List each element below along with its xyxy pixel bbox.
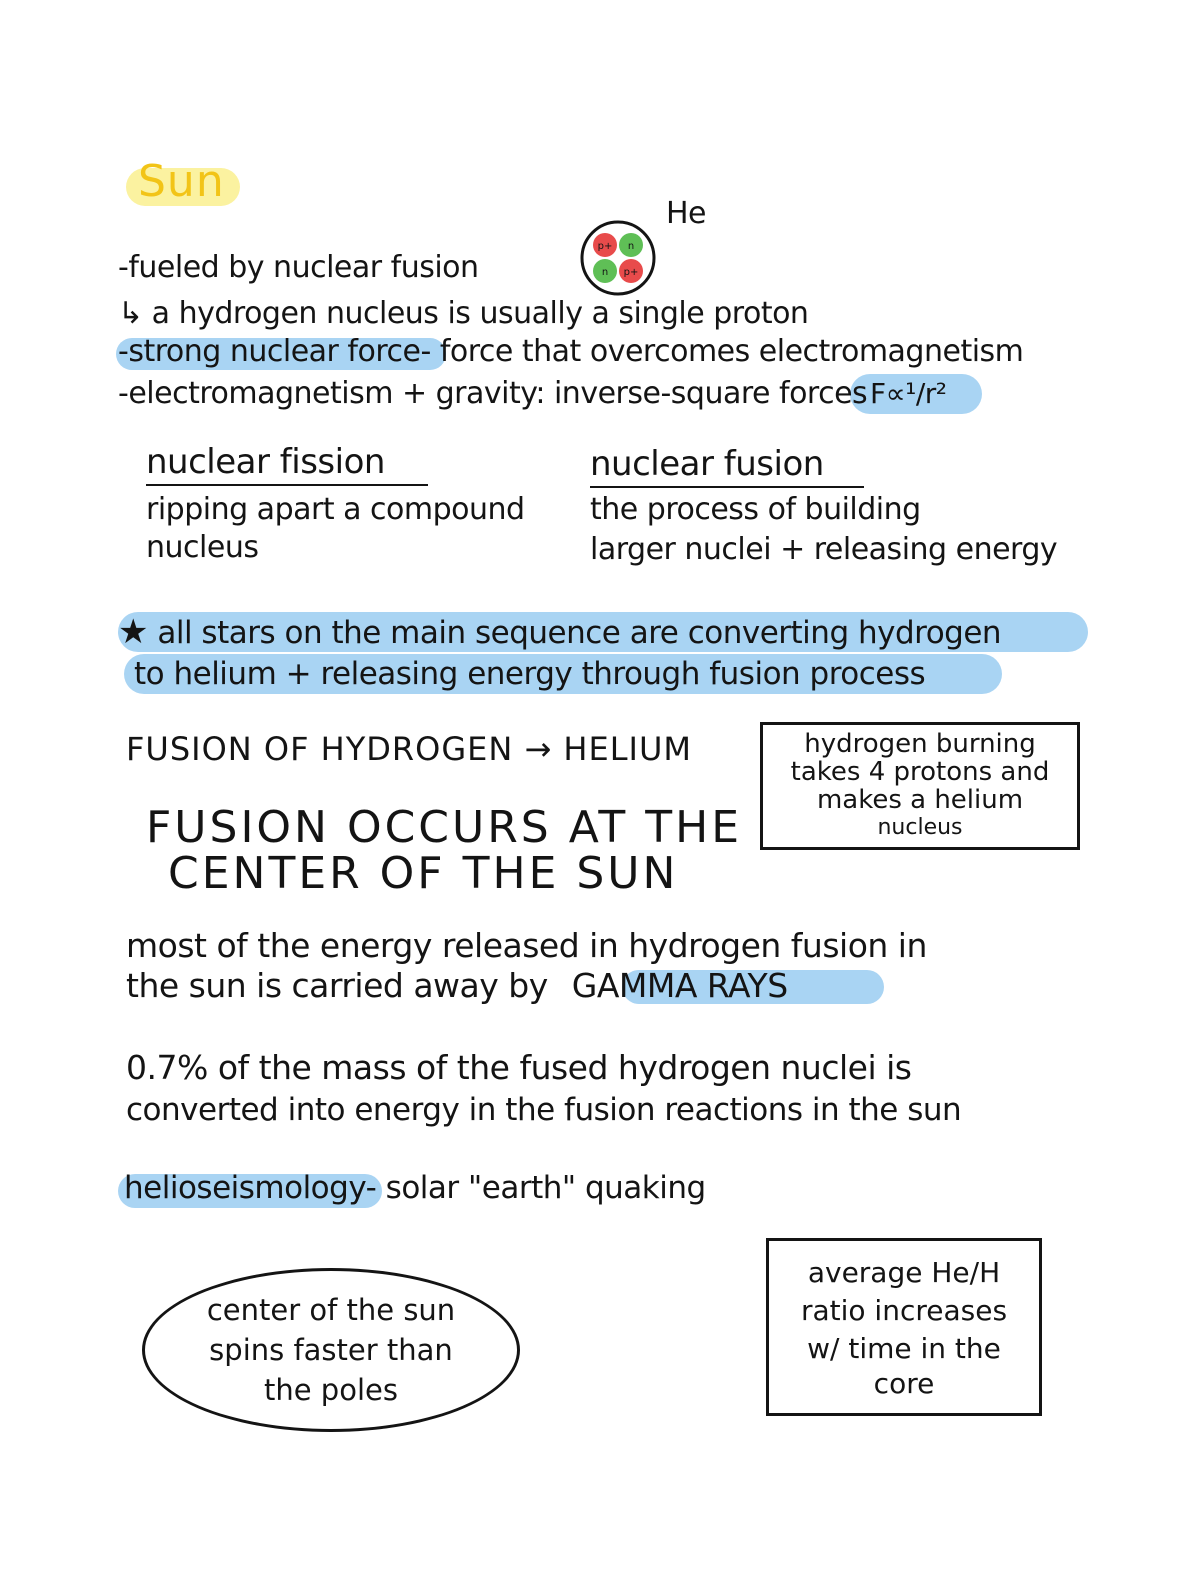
fusion-hydrogen-helium: FUSION OF HYDROGEN → HELIUM [126,730,692,768]
helioseismology-line [124,1168,706,1208]
center-line1: FUSION OCCURS AT THE [146,802,743,853]
note-hydrogen-nucleus: ↳ a hydrogen nucleus is usually a single proton [118,296,809,331]
fission-def-line2: nucleus [146,530,259,565]
atom-label: He [666,196,707,231]
page-title: Sun [138,156,225,207]
oval-line1: center of the sun [206,1293,456,1327]
ratio-line1: average He/H [807,1256,1001,1289]
note-strong-force [118,332,1023,372]
note-inverse-square: -electromagnetism + gravity: inverse-square forces [118,376,868,411]
center-line2: CENTER OF THE SUN [168,848,679,899]
formula: F∝¹/r² [870,377,947,410]
strong-force-term: -strong nuclear force [118,334,421,369]
fusion-heading: nuclear fusion [590,444,864,488]
atom-particle-label: p+ [623,267,639,278]
burning-line4: nucleus [877,815,963,840]
atom-particle-label: p+ [597,241,613,252]
fission-heading: nuclear fission [146,442,428,486]
oval-line3: the poles [264,1373,398,1407]
ratio-line3: w/ time in the [807,1332,1001,1365]
ratio-line4: core [873,1367,935,1400]
ratio-line2: ratio increases [800,1294,1008,1327]
he-h-ratio-box [766,1238,1042,1416]
star-note-text-1: all stars on the main sequence are converting hydrogen [157,615,1002,651]
mass-line2: converted into energy in the fusion reactions in the sun [126,1092,962,1128]
gamma-rays-term: GAMMA RAYS [571,966,788,1005]
gamma-line2 [126,966,788,1006]
fusion-def-line2: larger nuclei + releasing energy [590,532,1058,567]
hydrogen-burning-box [760,722,1080,850]
star-icon: ★ [118,612,148,652]
star-note-line1 [118,612,1001,653]
burning-line1: hydrogen burning [804,729,1036,759]
atom-particle-label: n [627,241,635,252]
strong-force-definition: - force that overcomes electromagnetism [420,334,1024,369]
burning-line3: makes a helium [816,785,1024,815]
atom-particle-label: n [601,267,609,278]
helioseismology-definition: - solar "earth" quaking [365,1170,706,1206]
gamma-line1: most of the energy released in hydrogen fusion in [126,926,927,965]
mass-line1: 0.7% of the mass of the fused hydrogen nuclei is [126,1048,912,1087]
fission-def-line1: ripping apart a compound [146,492,525,527]
gamma-line2-text: the sun is carried away by [126,966,548,1005]
oval-line2: spins faster than [209,1333,453,1367]
star-note-line2: to helium + releasing energy through fusion process [134,656,926,692]
fusion-def-line1: the process of building [590,492,921,527]
note-fueled: -fueled by nuclear fusion [118,250,479,285]
helium-atom-diagram [578,218,658,298]
helioseismology-term: helioseismology [124,1170,366,1206]
spin-oval-note [142,1268,520,1432]
burning-line2: takes 4 protons and [790,757,1050,787]
